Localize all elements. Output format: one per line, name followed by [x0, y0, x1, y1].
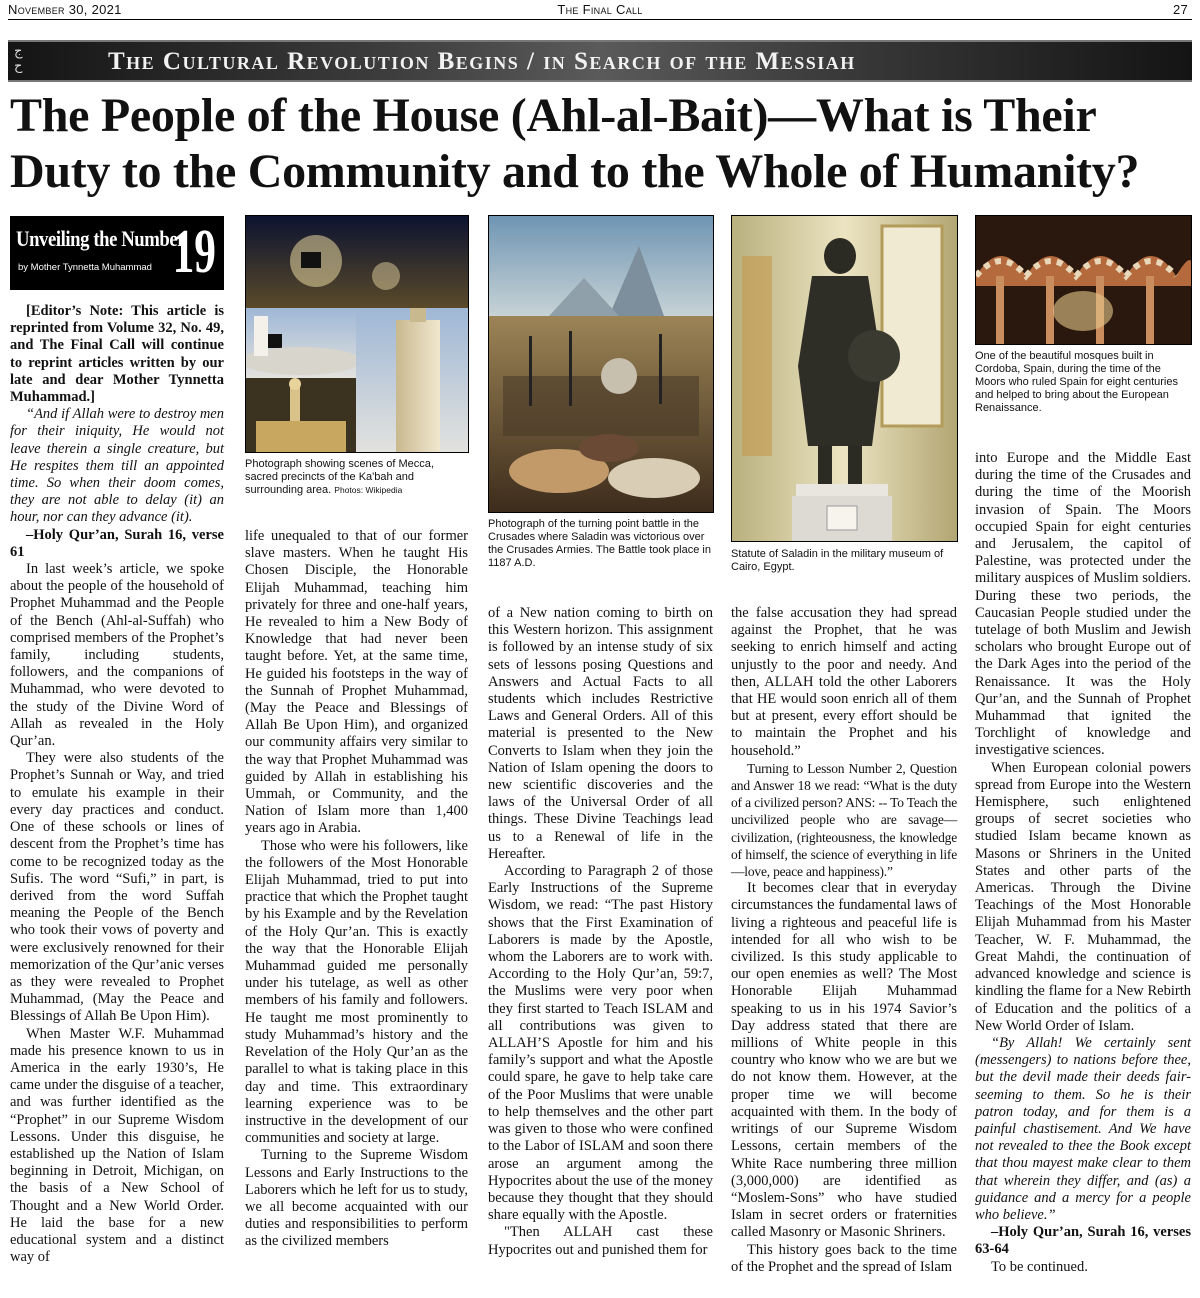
paragraph: of a New nation coming to birth on this Western horizon. This assignment is followed by an intense study of six sets of lessons posing Questions and Answers and Actual Facts to all students which includes Restrictive Laws and General Orders. All of this material is presented to the New Converts to Islam when they join the Nation of Islam opening the doors to new scientific discoveries and the laws of the Universal Order of all things. These Divine Teachings lead us to a Renewal of life in the Hereafter.: [488, 605, 713, 862]
paragraph: In last week’s article, we spoke about the people of the household of Prophet Muhammad and the People of the Bench (Ahl-al-Suffah) who comprised members of the Prophet’s family, including students, followers, and the companions of Muhammad, who were devoted to the study of the Divine Word of Allah as revealed in the Holy Qur’an.: [10, 561, 224, 750]
mecca-photo-caption: [245, 458, 467, 497]
mecca-photo-collage: [245, 215, 469, 453]
paragraph: According to Paragraph 2 of those Early Instructions of the Supreme Wisdom, we read: “The past History shows that the First Examination of Laborers is made by the Apostle, whom the Laborers are to work with. According to the Holy Qur’an, 59:7, the Muslims were very poor when they first started to Teach ISLAM and all contributions was given to ALLAH’S Apostle for him and his family’s support and what the Apostle could spare, he gave to help take care of the Poor Muslims that were unable to help themselves and the other part was given to those who were confined to the Labor of ISLAM and soon there arose an argument among the Hypocrites about the use of the money because they thought that they should share equally with the Apostle.: [488, 863, 713, 1224]
paragraph: into Europe and the Middle East during the time of the Crusades and during the time of the Moorish invasion of Spain. The Moors occupied Spain for eight centuries and Jerusalem, the capitol of Palestine, was protected under the military auspices of Muslim soldiers. During these two periods, the Caucasian People studied under the tutelage of both Muslim and Jewish scholars who brought Europe out of the Dark Ages into the period of the Renaissance. It was the Holy Qur’an, and the Sunnah of Prophet Muhammad that ignited the Torchlight of knowledge and investigative sciences.: [975, 450, 1191, 759]
article-column-1: [10, 303, 224, 1293]
section-banner: [8, 40, 1192, 82]
page-number: 27: [1172, 2, 1188, 17]
article-column-3: [488, 605, 713, 1293]
closing-quote-source: –Holy Qur’an, Surah 16, verses 63-64: [975, 1224, 1191, 1258]
paragraph: Turning to Lesson Number 2, Question and Answer 18 we read: “What is the duty of a civilized person? ANS: -- To Teach the uncivilized people who are savage—civilization, (righteousness, the knowledge of himself, the science of everything in life—love, peace and happiness).”: [731, 760, 957, 880]
article-column-2: [245, 528, 468, 1293]
paragraph: They were also students of the Prophet’s Sunnah or Way, and tried to emulate his example in their every day practices and conduct. One of these schools or lines of descent from the Prophet’s time has come to be recognized today as the Sufis. The word “Sufi,” in part, is derived from the word Suffah meaning the People of the Bench who took their vows of poverty and were exclusively renowned for their memorization of the Qur’anic verses as they were revealed to Prophet Muhammad, (May the Peace and Blessings of Allah Be Upon Him).: [10, 750, 224, 1025]
issue-date: November 30, 2021: [8, 2, 122, 17]
paragraph: It becomes clear that in everyday circumstances the fundamental laws of living a righteous and peaceful life is intended for all who wish to be civilized. Is this study applicable to our open enemies as well? The Most Honorable Elijah Muhammad speaking to us in his 1974 Savior’s Day address stated that there are millions of White people in this country who know who we are but we do not know them. However, at the proper time we will become acquainted with them. In the body of writings of our Supreme Wisdom Lessons, certain members of the White Race numbering three million (3,000,000) are identified as “Moslem-Sons” who have studied Islam in secret orders or fraternities called Masonry or Masonic Shriners.: [731, 880, 957, 1241]
newspaper-name: The Final Call: [557, 2, 643, 17]
banner-ornament-icon: ج ح: [14, 44, 23, 74]
cordoba-mosque-image: [976, 216, 1191, 344]
paragraph: This history goes back to the time of the Prophet and the spread of Islam: [731, 1241, 957, 1275]
running-head: [8, 2, 1192, 20]
cordoba-photo-caption: One of the beautiful mosques built in Cordoba, Spain, during the time of the Moors who ruled Spain for eight centuries and helped to bring about the European Renaissance.: [975, 350, 1178, 414]
paragraph: life unequaled to that of our former slave masters. When he taught His Chosen Disciple, the Honorable Elijah Muhammad, teaching him privately for three and one-half years, He revealed to him a New Body of Knowledge that had never been taught before. Yet, at the same time, He guided his footsteps in the way of the Sunnah of Prophet Muhammad, (May the Peace and Blessings of Allah Be Upon Him), and organized our community affairs very similar to the way that Prophet Muhammad was guided by Allah in establishing his Ummah, or Community, and the Nation of Islam more than 1,400 years ago in Arabia.: [245, 528, 468, 837]
article-column-5: [975, 450, 1191, 1293]
article-column-4: [731, 605, 957, 1293]
to-be-continued: To be continued.: [991, 1258, 1088, 1275]
battle-photo-caption: Photograph of the turning point battle in the Crusades where Saladin was victorious over the Crusades Armies. The Battle took place in 1187 A.D.: [488, 518, 711, 569]
crusades-battle-photo: [488, 215, 714, 513]
paragraph: Those who were his followers, like the followers of the Most Honorable Elijah Muhammad, tried to put into practice that which the Prophet taught by his Example and by the Revelation of the Holy Qur’an. This is exactly the way that the Honorable Elijah Muhammad guided me personally under his tutelage, as well as other members of his family and followers. He taught me most prominently to study Muhammad’s history and the Revelation of the Holy Qur’an as the parallel to what is taking place in this day and time. This extraordinary learning experience was to be instructive in the development of our communities and society at large.: [245, 837, 468, 1147]
article-headline: The People of the House (Ahl-al-Bait)—What is Their Duty to the Community and to the Whole of Humanity?: [10, 89, 1140, 198]
column-logo-byline: by Mother Tynnetta Muhammad: [18, 262, 152, 273]
saladin-statue-image: [732, 216, 957, 541]
cordoba-mosque-photo: [975, 215, 1192, 345]
paragraph: Turning to the Supreme Wisdom Lessons and Early Instructions to the Laborers which he left for us to study, we all become acquainted with our duties and responsibilities to perform as the civilized members: [245, 1147, 468, 1250]
saladin-statue-photo: [731, 215, 958, 542]
opening-quote-source: –Holy Qur’an, Surah 16, verse 61: [10, 526, 224, 560]
paragraph: "Then ALLAH cast these Hypocrites out and punished them for: [488, 1224, 713, 1258]
column-logo-title: Unveiling the Number: [16, 226, 186, 251]
section-banner-text: The Cultural Revolution Begins / in Search of the Messiah: [108, 48, 856, 75]
statue-photo-caption: Statute of Saladin in the military museum of Cairo, Egypt.: [731, 548, 944, 573]
photo-credit: Photos: Wikipedia: [334, 485, 403, 495]
editor-note: [Editor’s Note: This article is reprinted from Volume 32, No. 49, and The Final Call will continue to reprint articles written by our late and dear Mother Tynnetta Muhammad.]: [10, 303, 224, 406]
column-logo: [10, 216, 224, 290]
battle-painting-image: [489, 216, 713, 512]
opening-quote: “And if Allah were to destroy men for their iniquity, He would not leave therein a single creature, but He respites them till an appointed time. So when their doom comes, they are not able to delay (it) an hour, nor can they advance (it).: [10, 406, 224, 526]
mecca-caption-text: Photograph showing scenes of Mecca, sacred precincts of the Ka'bah and surrounding area.: [245, 458, 434, 496]
mecca-photo-image: [246, 216, 468, 452]
closing-quote: “By Allah! We certainly sent (messengers) to nations before thee, but the devil made their deeds fair-seeming to them. So he is their patron today, and for them is a painful chastisement. And We have not revealed to thee the Book except that thou mayest make clear to them that wherein they differ, and (as) a guidance and a mercy for a people who believe.”: [975, 1034, 1191, 1223]
column-logo-number: 19: [172, 218, 216, 286]
paragraph: When Master W.F. Muhammad made his presence known to us in America in the early 1930’s, He came under the disguise of a teacher, and was further identified as the “Prophet” in our Supreme Wisdom Lessons. Under this disguise, he established up the Nation of Islam beginning in Detroit, Michigan, on the basis of a New School of Thought and a New World Order. He laid the base for a new educational system and a distinct way of: [10, 1025, 225, 1266]
header-rule: [8, 19, 1192, 20]
paragraph: the false accusation they had spread against the Prophet, that he was seeking to enrich himself and acting unjustly to the poor and needy. And then, ALLAH told the other Laborers that HE would soon enrich all of them but at present, every effort should be to maintain the Prophet and his household.”: [731, 605, 957, 759]
paragraph: When European colonial powers spread from Europe into the Western Hemisphere, such enlightened groups of secret societies who studied Islam became known as Masons or Shriners in the United States and other parts of the Americas. Through the Divine Teachings of the Most Honorable Elijah Muhammad from his Master Teacher, W. F. Muhammad, the Great Mahdi, the continuation of advanced knowledge and science is kindling the flame for a New Rebirth of Education and the politics of a New World Order of Islam.: [975, 759, 1191, 1034]
